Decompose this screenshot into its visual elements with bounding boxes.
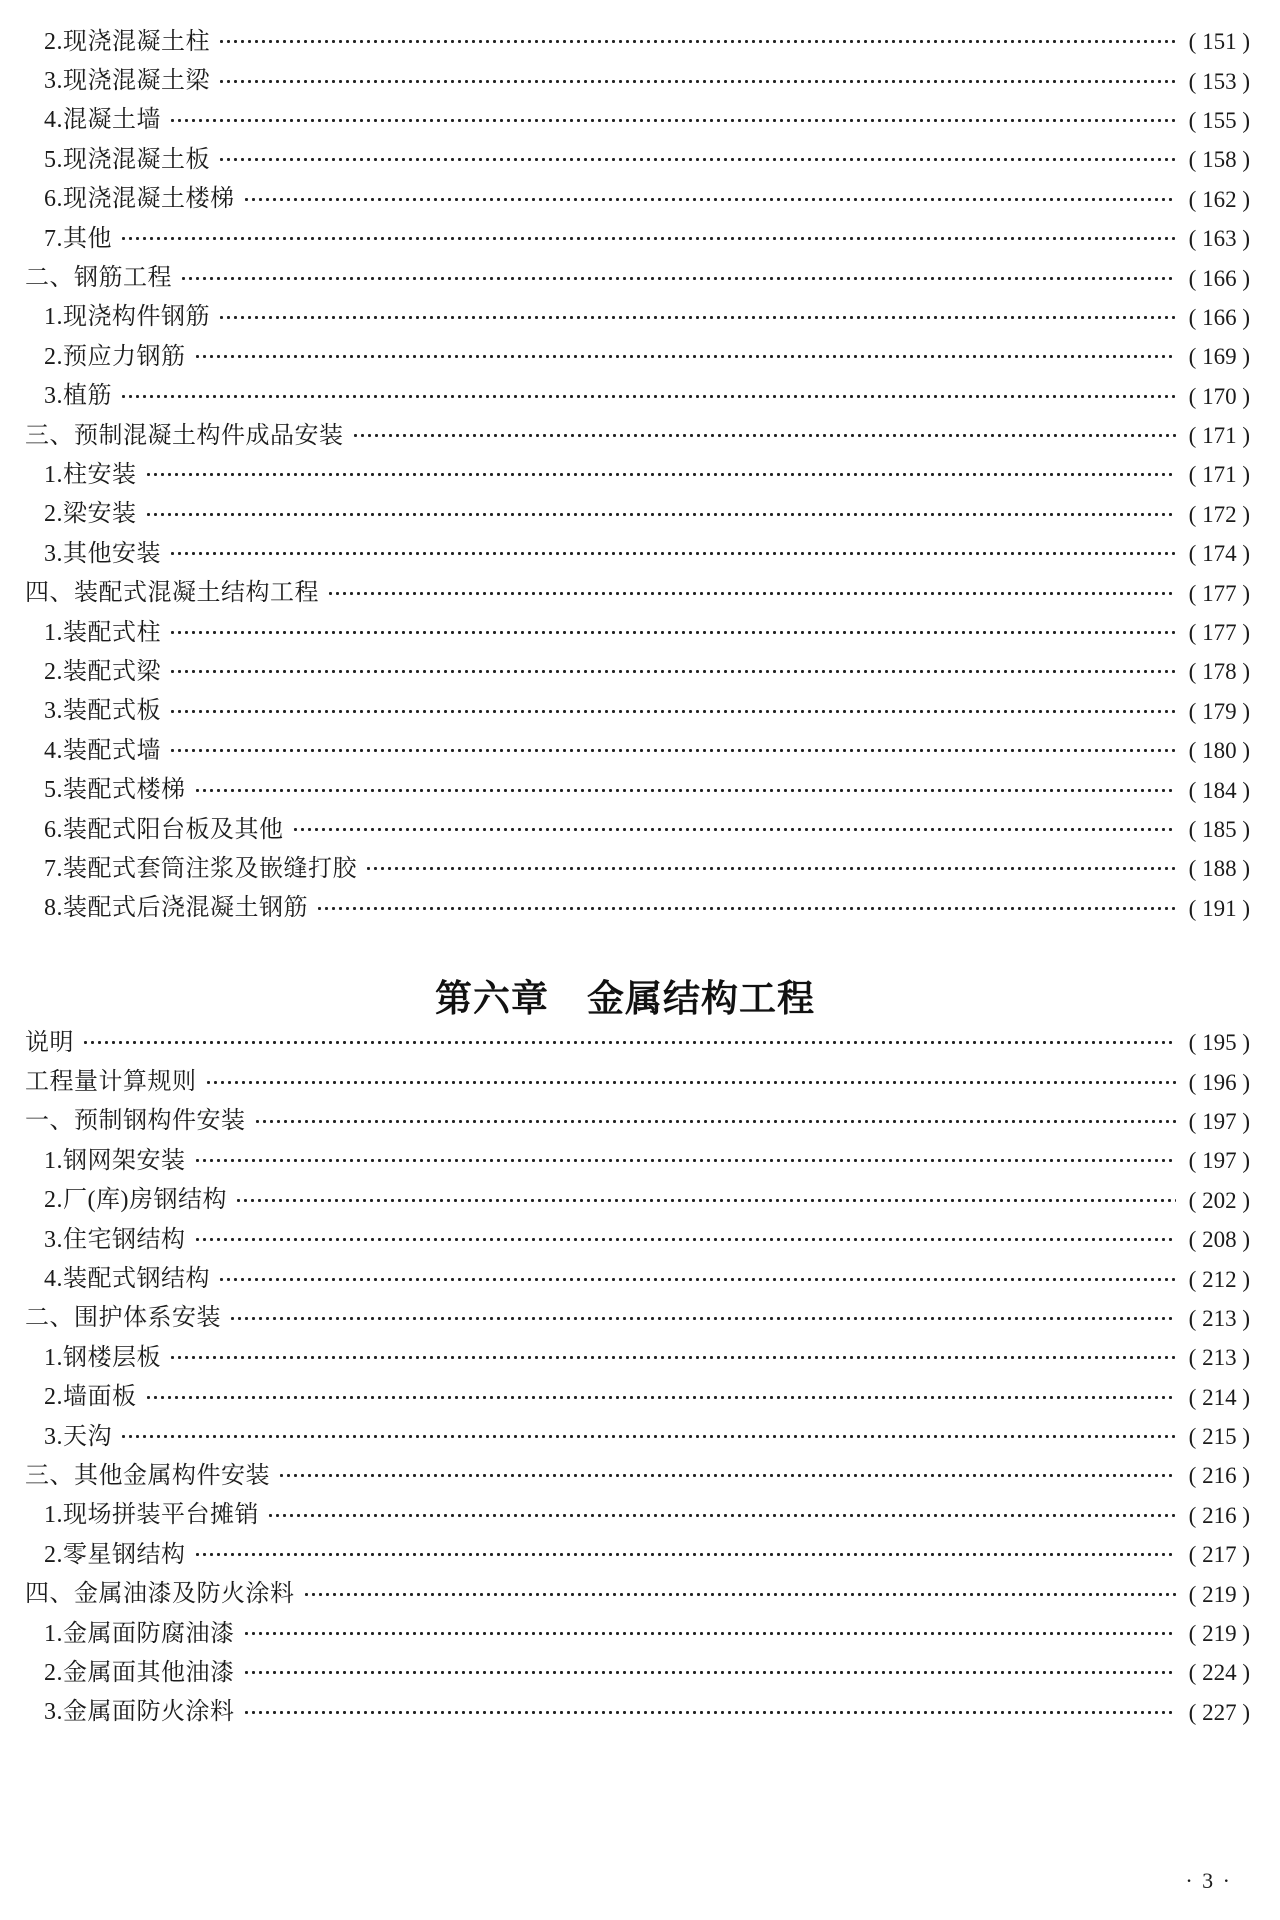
toc-entry-page: ( 178 ) bbox=[1188, 659, 1250, 685]
toc-entry-page: ( 153 ) bbox=[1188, 68, 1250, 94]
page-number-footer: · 3 · bbox=[1185, 1868, 1232, 1893]
toc-entry-label: 2.厂(库)房钢结构 bbox=[44, 1187, 227, 1214]
dot-leader bbox=[205, 1062, 1177, 1101]
toc-entry-page: ( 170 ) bbox=[1188, 383, 1250, 409]
toc-entry bbox=[0, 1417, 1250, 1456]
toc-entry-label: 二、钢筋工程 bbox=[25, 265, 172, 292]
toc-entry bbox=[0, 692, 1250, 731]
toc-entry-label: 3.装配式板 bbox=[44, 698, 161, 725]
toc-entry-label: 7.装配式套筒注浆及嵌缝打胶 bbox=[44, 855, 357, 882]
dot-leader bbox=[194, 337, 1177, 376]
toc-entry-label: 1.装配式柱 bbox=[44, 619, 161, 646]
dot-leader bbox=[180, 258, 1176, 297]
toc-entry bbox=[0, 1181, 1250, 1220]
toc-entry-page: ( 191 ) bbox=[1188, 895, 1250, 921]
toc-entry-page: ( 215 ) bbox=[1188, 1424, 1250, 1450]
toc-entry bbox=[0, 1614, 1250, 1653]
toc-entry-page: ( 197 ) bbox=[1188, 1148, 1250, 1174]
toc-entry-label: 3.植筋 bbox=[44, 383, 112, 410]
toc-entry-label: 2.装配式梁 bbox=[44, 658, 161, 685]
toc-entry-page: ( 197 ) bbox=[1188, 1108, 1250, 1134]
dot-leader bbox=[169, 101, 1176, 140]
toc-entry bbox=[0, 731, 1250, 770]
toc-entry-page: ( 171 ) bbox=[1188, 462, 1250, 488]
dot-leader bbox=[254, 1102, 1177, 1141]
toc-entry-page: ( 188 ) bbox=[1188, 856, 1250, 882]
dot-leader bbox=[316, 889, 1176, 928]
dot-leader bbox=[120, 1417, 1176, 1456]
toc-entry bbox=[0, 298, 1250, 337]
toc-entry-label: 4.装配式钢结构 bbox=[44, 1266, 210, 1293]
dot-leader bbox=[365, 849, 1176, 888]
toc-entry-page: ( 214 ) bbox=[1188, 1384, 1250, 1410]
toc-entry-page: ( 180 ) bbox=[1188, 738, 1250, 764]
dot-leader bbox=[267, 1496, 1176, 1535]
dot-leader bbox=[145, 495, 1177, 534]
toc-entry bbox=[0, 1062, 1250, 1101]
toc-entry-page: ( 219 ) bbox=[1188, 1581, 1250, 1607]
toc-entry bbox=[0, 1259, 1250, 1298]
toc-entry-page: ( 208 ) bbox=[1188, 1227, 1250, 1253]
toc-entry bbox=[0, 61, 1250, 100]
dot-leader bbox=[169, 731, 1176, 770]
toc-entry-page: ( 227 ) bbox=[1188, 1699, 1250, 1725]
dot-leader bbox=[169, 534, 1176, 573]
toc-entry-page: ( 177 ) bbox=[1188, 580, 1250, 606]
dot-leader bbox=[169, 692, 1176, 731]
toc-entry bbox=[0, 770, 1250, 809]
toc-entry-label: 2.预应力钢筋 bbox=[44, 343, 186, 370]
toc-section-before-heading bbox=[0, 22, 1250, 928]
toc-entry bbox=[0, 416, 1250, 455]
dot-leader bbox=[235, 1181, 1176, 1220]
toc-entry-label: 2.现浇混凝土柱 bbox=[44, 28, 210, 55]
toc-entry bbox=[0, 810, 1250, 849]
dot-leader bbox=[243, 1693, 1177, 1732]
toc-entry bbox=[0, 219, 1250, 258]
toc-entry-page: ( 162 ) bbox=[1188, 186, 1250, 212]
toc-entry-page: ( 174 ) bbox=[1188, 541, 1250, 567]
toc-entry-label: 8.装配式后浇混凝土钢筋 bbox=[44, 895, 308, 922]
dot-leader bbox=[292, 810, 1177, 849]
toc-entry-label: 四、金属油漆及防火涂料 bbox=[25, 1581, 295, 1608]
toc-entry-label: 2.墙面板 bbox=[44, 1384, 137, 1411]
toc-entry bbox=[0, 573, 1250, 612]
toc-entry bbox=[0, 377, 1250, 416]
dot-leader bbox=[120, 377, 1176, 416]
toc-entry-page: ( 212 ) bbox=[1188, 1266, 1250, 1292]
toc-entry-page: ( 179 ) bbox=[1188, 698, 1250, 724]
toc-entry bbox=[0, 849, 1250, 888]
dot-leader bbox=[169, 613, 1176, 652]
toc-entry bbox=[0, 1653, 1250, 1692]
toc-entry bbox=[0, 613, 1250, 652]
toc-entry-page: ( 166 ) bbox=[1188, 265, 1250, 291]
toc-entry-page: ( 202 ) bbox=[1188, 1187, 1250, 1213]
toc-entry bbox=[0, 1102, 1250, 1141]
toc-entry bbox=[0, 889, 1250, 928]
toc-entry-label: 3.住宅钢结构 bbox=[44, 1226, 186, 1253]
toc-entry-page: ( 216 ) bbox=[1188, 1463, 1250, 1489]
toc-entry bbox=[0, 1535, 1250, 1574]
toc-entry-page: ( 171 ) bbox=[1188, 423, 1250, 449]
toc-entry-label: 三、其他金属构件安装 bbox=[25, 1462, 270, 1489]
toc-entry-label: 1.钢网架安装 bbox=[44, 1147, 186, 1174]
toc-entry bbox=[0, 652, 1250, 691]
dot-leader bbox=[169, 1338, 1176, 1377]
toc-entry-page: ( 216 ) bbox=[1188, 1502, 1250, 1528]
toc-entry bbox=[0, 1496, 1250, 1535]
toc-entry-label: 1.金属面防腐油漆 bbox=[44, 1620, 235, 1647]
toc-entry bbox=[0, 180, 1250, 219]
toc-entry-label: 2.梁安装 bbox=[44, 501, 137, 528]
dot-leader bbox=[218, 22, 1176, 61]
toc-entry bbox=[0, 1338, 1250, 1377]
toc-entry-page: ( 151 ) bbox=[1188, 29, 1250, 55]
toc-entry bbox=[0, 1574, 1250, 1613]
toc-entry-page: ( 217 ) bbox=[1188, 1542, 1250, 1568]
toc-entry-page: ( 177 ) bbox=[1188, 620, 1250, 646]
chapter-heading: 第六章 金属结构工程 bbox=[435, 977, 815, 1019]
toc-entry-label: 3.天沟 bbox=[44, 1423, 112, 1450]
dot-leader bbox=[278, 1456, 1176, 1495]
toc-entry-label: 2.金属面其他油漆 bbox=[44, 1659, 235, 1686]
toc-entry-label: 5.现浇混凝土板 bbox=[44, 146, 210, 173]
dot-leader bbox=[218, 298, 1176, 337]
toc-entry-label: 说明 bbox=[25, 1029, 74, 1056]
toc-entry-label: 7.其他 bbox=[44, 225, 112, 252]
toc-entry-page: ( 213 ) bbox=[1188, 1305, 1250, 1331]
dot-leader bbox=[194, 1535, 1177, 1574]
toc-entry-label: 1.钢楼层板 bbox=[44, 1344, 161, 1371]
dot-leader bbox=[229, 1299, 1176, 1338]
toc-entry-label: 1.现浇构件钢筋 bbox=[44, 304, 210, 331]
toc-entry-page: ( 166 ) bbox=[1188, 304, 1250, 330]
toc-entry-page: ( 184 ) bbox=[1188, 777, 1250, 803]
dot-leader bbox=[327, 573, 1176, 612]
dot-leader bbox=[243, 180, 1177, 219]
toc-entry-label: 3.金属面防火涂料 bbox=[44, 1699, 235, 1726]
toc-entry-page: ( 172 ) bbox=[1188, 501, 1250, 527]
toc-entry-label: 四、装配式混凝土结构工程 bbox=[25, 580, 319, 607]
dot-leader bbox=[303, 1574, 1177, 1613]
toc-entry-page: ( 196 ) bbox=[1188, 1069, 1250, 1095]
toc-entry bbox=[0, 455, 1250, 494]
toc-entry-label: 4.混凝土墙 bbox=[44, 107, 161, 134]
toc-entry-label: 1.现场拼装平台摊销 bbox=[44, 1502, 259, 1529]
toc-entry-label: 2.零星钢结构 bbox=[44, 1541, 186, 1568]
dot-leader bbox=[194, 770, 1177, 809]
dot-leader bbox=[218, 140, 1176, 179]
toc-entry-page: ( 163 ) bbox=[1188, 226, 1250, 252]
dot-leader bbox=[145, 455, 1177, 494]
dot-leader bbox=[169, 652, 1176, 691]
toc-entry-label: 一、预制钢构件安装 bbox=[25, 1108, 246, 1135]
dot-leader bbox=[218, 61, 1176, 100]
toc-entry-label: 5.装配式楼梯 bbox=[44, 777, 186, 804]
dot-leader bbox=[243, 1614, 1177, 1653]
toc-section-chapter-six bbox=[0, 1023, 1250, 1732]
dot-leader bbox=[352, 416, 1177, 455]
dot-leader bbox=[218, 1259, 1176, 1298]
toc-entry bbox=[0, 1023, 1250, 1062]
dot-leader bbox=[194, 1220, 1177, 1259]
toc-entry-page: ( 219 ) bbox=[1188, 1621, 1250, 1647]
toc-entry bbox=[0, 1693, 1250, 1732]
toc-entry-page: ( 224 ) bbox=[1188, 1660, 1250, 1686]
toc-entry-page: ( 185 ) bbox=[1188, 817, 1250, 842]
toc-entry-label: 3.现浇混凝土梁 bbox=[44, 68, 210, 95]
toc-entry bbox=[0, 101, 1250, 140]
toc-entry-label: 6.装配式阳台板及其他 bbox=[44, 816, 284, 843]
toc-entry-page: ( 169 ) bbox=[1188, 344, 1250, 370]
toc-entry bbox=[0, 258, 1250, 297]
toc-entry bbox=[0, 495, 1250, 534]
toc-entry-label: 二、围护体系安装 bbox=[25, 1305, 221, 1332]
toc-entry-label: 4.装配式墙 bbox=[44, 737, 161, 764]
dot-leader bbox=[243, 1653, 1177, 1692]
dot-leader bbox=[120, 219, 1176, 258]
toc-entry bbox=[0, 1141, 1250, 1180]
toc-entry-label: 工程量计算规则 bbox=[25, 1069, 197, 1096]
toc-entry-page: ( 213 ) bbox=[1188, 1345, 1250, 1371]
toc-entry bbox=[0, 534, 1250, 573]
toc-entry bbox=[0, 22, 1250, 61]
toc-entry-page: ( 155 ) bbox=[1188, 107, 1250, 133]
toc-entry-label: 1.柱安装 bbox=[44, 461, 137, 488]
toc-entry-label: 3.其他安装 bbox=[44, 540, 161, 567]
toc-entry bbox=[0, 1299, 1250, 1338]
dot-leader bbox=[194, 1141, 1177, 1180]
toc-entry bbox=[0, 337, 1250, 376]
toc-entry bbox=[0, 140, 1250, 179]
toc-entry-page: ( 195 ) bbox=[1188, 1030, 1250, 1056]
toc-entry bbox=[0, 1220, 1250, 1259]
toc-entry bbox=[0, 1456, 1250, 1495]
toc-entry-label: 三、预制混凝土构件成品安装 bbox=[25, 422, 344, 449]
dot-leader bbox=[82, 1023, 1176, 1062]
toc-entry-label: 6.现浇混凝土楼梯 bbox=[44, 186, 235, 213]
dot-leader bbox=[145, 1378, 1177, 1417]
toc-entry bbox=[0, 1378, 1250, 1417]
toc-entry-page: ( 158 ) bbox=[1188, 147, 1250, 173]
